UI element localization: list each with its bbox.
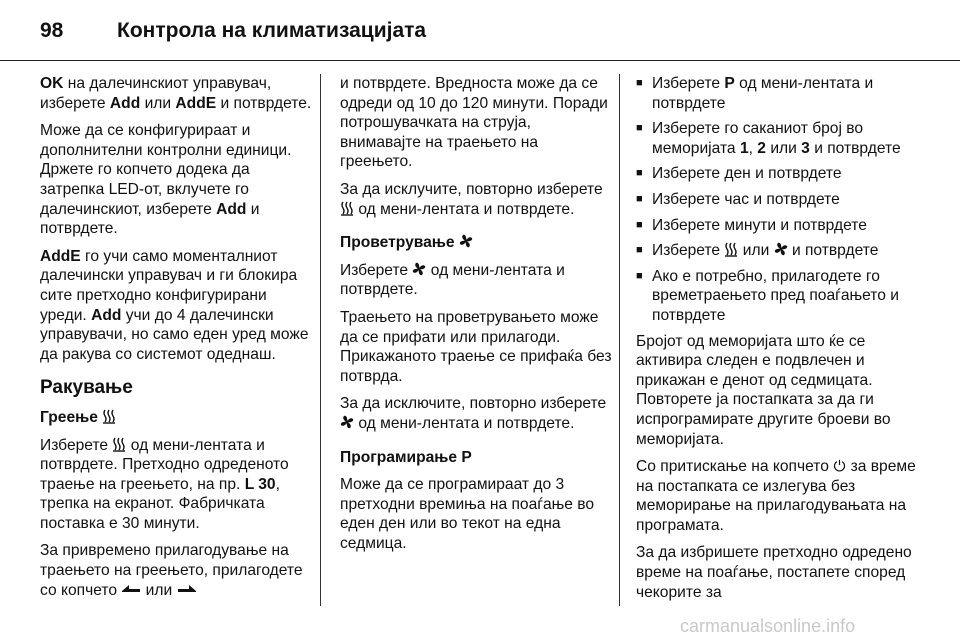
fan-icon bbox=[774, 242, 788, 256]
ok-label: OK bbox=[40, 75, 64, 92]
subheading-programming: Програмирање P bbox=[340, 448, 472, 466]
add-label: Add bbox=[91, 306, 122, 324]
fan-icon bbox=[340, 415, 354, 429]
steps-list bbox=[636, 74, 918, 326]
text-column-3 bbox=[636, 74, 918, 610]
seek-right-icon bbox=[177, 583, 197, 595]
paragraph: Траењето на проветрувањето може да се прифати или прилагоди. Прикажаното траење се прифаќа без потврда. bbox=[340, 308, 612, 385]
add-label: Add bbox=[109, 94, 141, 112]
section-heading-operation: Ракување bbox=[40, 377, 133, 399]
duration-label: L 30 bbox=[244, 475, 276, 493]
text-column-1 bbox=[40, 74, 312, 608]
adde-label: AddE bbox=[40, 247, 81, 265]
text-column-2 bbox=[340, 74, 612, 561]
list-item: ■ Изберете P од мени-лентата и потврдете bbox=[636, 74, 918, 113]
paragraph: За да исключите, повторно изберете од мени-лентата и потврдете. bbox=[340, 395, 607, 432]
page-title: Контрола на климатизацијата bbox=[117, 19, 427, 42]
paragraph: За привремено прилагодување на траењето на греењето, прилагодете со копчето или bbox=[40, 542, 303, 599]
paragraph: Изберете од мени-лентата и потврдете. bbox=[340, 261, 565, 299]
adde-label: AddE bbox=[175, 94, 217, 112]
heating-icon bbox=[112, 437, 126, 452]
page-number: 98 bbox=[40, 19, 64, 42]
paragraph: За да избришете претходно одредено време на поаѓање, постапете според чекорите за bbox=[636, 544, 912, 601]
paragraph: Може да се програмираат до 3 претходни времиња на поаѓање во еден ден или во текот на една седмица. bbox=[340, 476, 595, 552]
heating-icon bbox=[102, 409, 116, 424]
paragraph: Бројот од меморијата што ќе се активира следен е подвлечен и прикажан е денот од седмицата. Повторете ја постапката за да ги испрограмирате другите броеви во меморијата. bbox=[636, 332, 891, 448]
list-item: ■ Изберете ден и потврдете bbox=[636, 164, 918, 184]
header-divider bbox=[0, 60, 960, 61]
add-label: Add bbox=[216, 200, 247, 218]
paragraph: Со притискање на копчето за време на постапката се излегува без меморирање на прилагодувањата на програмата. bbox=[636, 458, 916, 534]
paragraph: Изберете од мени-лентата и потврдете. Претходно одреденото траење на греењето, на пр. L 30, трепка на екранот. Фабричката поставка е 30 минути. bbox=[40, 436, 289, 532]
column-divider bbox=[320, 74, 321, 606]
page-header bbox=[0, 0, 960, 62]
heating-icon bbox=[340, 201, 354, 216]
watermark: carmanualsonline.info bbox=[680, 616, 856, 636]
list-item: ■ Изберете или и потврдете bbox=[636, 241, 918, 261]
fan-icon bbox=[412, 262, 426, 276]
subheading-heating: Греење bbox=[40, 408, 312, 428]
paragraph: и потврдете. Вредноста може да се одреди од 10 до 120 минути. Поради потрошувачката на струја, внимавајте на траењето на греењето. bbox=[340, 75, 608, 171]
paragraph: Може да се конфигурираат и дополнителни контролни единици. Држете го копчето додека да затрепка LED-от, вклучете го далечинскиот, изберете Add и потврдете. bbox=[40, 122, 292, 238]
list-item: ■ Изберете го саканиот број во меморијата 1, 2 или 3 и потврдете bbox=[636, 119, 918, 158]
heating-icon bbox=[724, 242, 738, 257]
list-item: ■ Изберете час и потврдете bbox=[636, 190, 918, 210]
power-button-icon bbox=[833, 459, 846, 472]
paragraph: За да исклучите, повторно изберете од мени-лентата и потврдете. bbox=[340, 180, 603, 218]
column-divider bbox=[619, 74, 620, 606]
seek-left-icon bbox=[121, 583, 141, 595]
paragraph: AddE го учи само моменталниот далечински управувач и ги блокира сите претходно конфигурирани уреди. Add учи до 4 далечински управувачи, но само еден уред може да ракува со системот одеднаш. bbox=[40, 247, 309, 363]
fan-icon bbox=[459, 234, 473, 248]
list-item: ■ Изберете минути и потврдете bbox=[636, 216, 918, 236]
subheading-ventilation: Проветрување bbox=[340, 233, 612, 253]
list-item: ■ Ако е потребно, прилагодете го времетраењето пред поаѓањето и потврдете bbox=[636, 267, 918, 326]
paragraph: OK на далечинскиот управувач, изберете Add или AddE и потврдете. bbox=[40, 75, 312, 112]
